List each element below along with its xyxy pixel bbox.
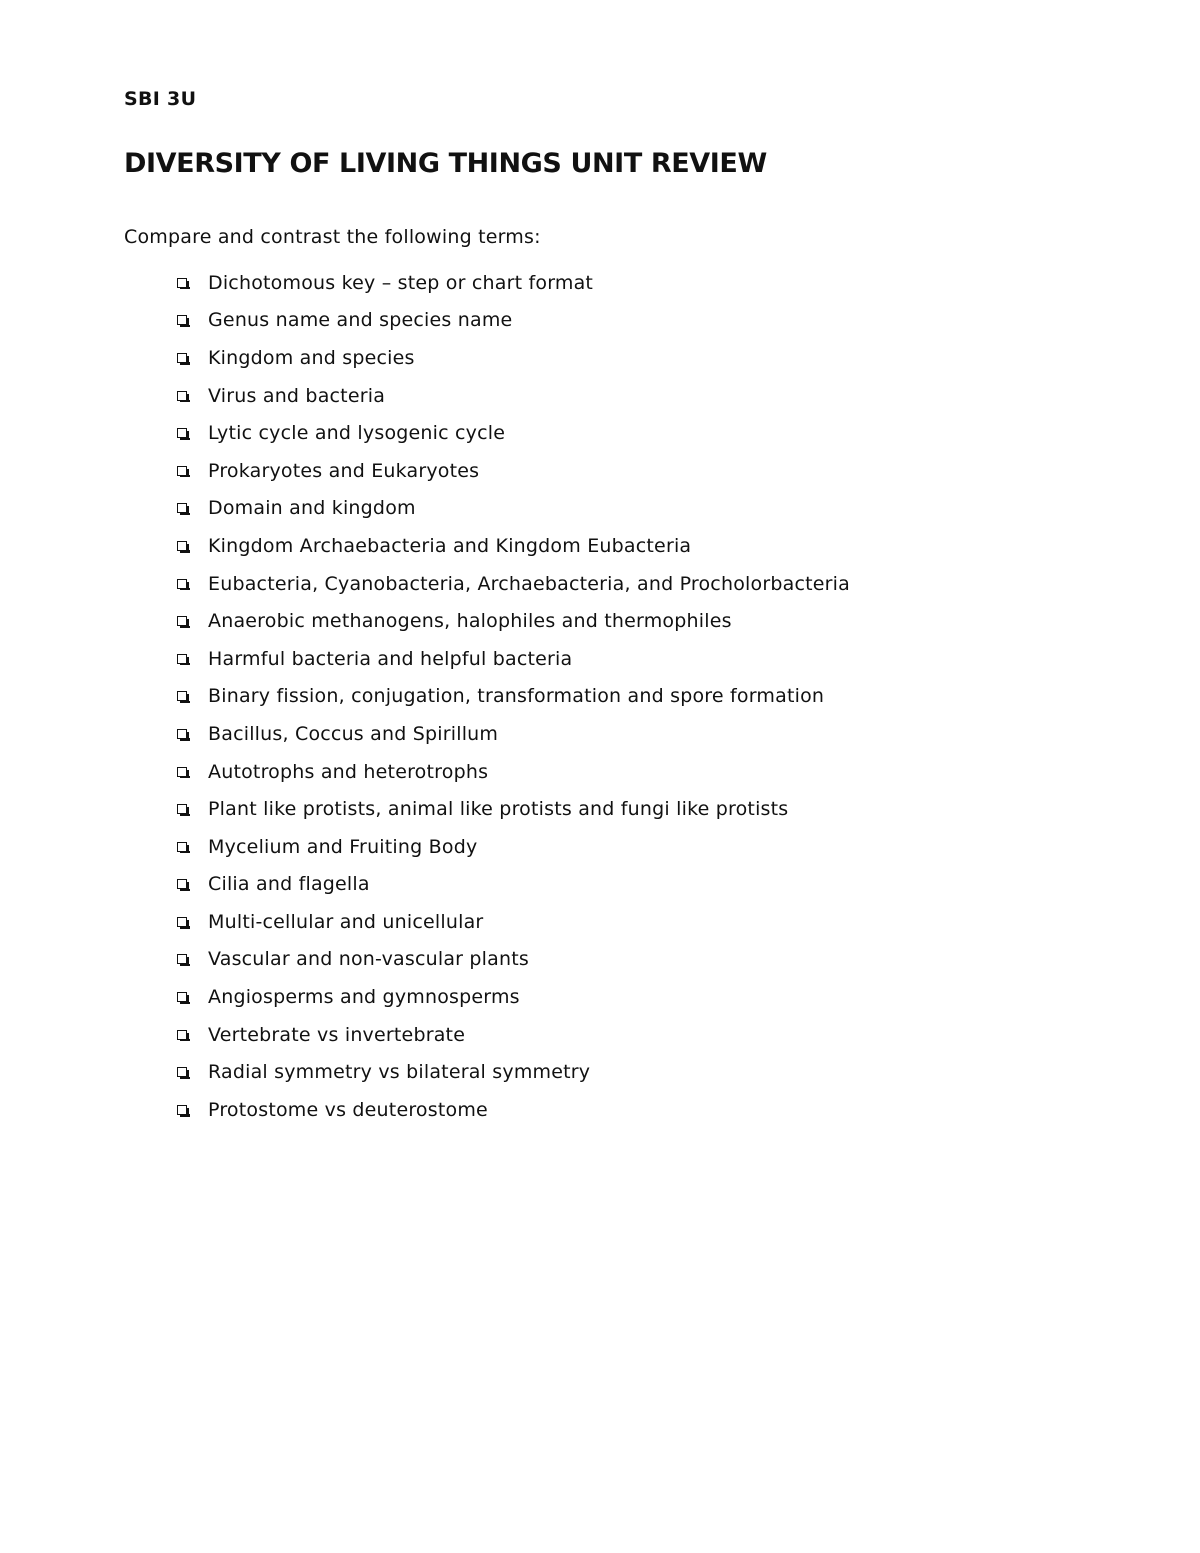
list-item	[177, 452, 850, 490]
list-item-label: Mycelium and Fruiting Body	[208, 835, 478, 858]
list-item-label: Autotrophs and heterotrophs	[208, 760, 489, 783]
intro-text: Compare and contrast the following terms:	[124, 226, 541, 248]
checkbox-icon	[177, 353, 187, 363]
list-item	[177, 302, 850, 340]
list-item-label: Genus name and species name	[208, 309, 513, 332]
list-item	[177, 377, 850, 415]
checkbox-icon	[177, 541, 187, 551]
list-item-label: Domain and kingdom	[208, 497, 416, 520]
course-code: SBI 3U	[124, 88, 197, 110]
list-item-label: Anaerobic methanogens, halophiles and thermophiles	[208, 610, 732, 633]
checkbox-icon	[177, 315, 187, 325]
list-item-label: Kingdom Archaebacteria and Kingdom Eubacteria	[208, 534, 692, 557]
list-item-label: Lytic cycle and lysogenic cycle	[208, 422, 506, 445]
list-item	[177, 903, 850, 941]
checkbox-icon	[177, 804, 187, 814]
list-item-label: Vertebrate vs invertebrate	[208, 1023, 466, 1046]
list-item	[177, 1091, 850, 1129]
list-item	[177, 490, 850, 528]
checkbox-icon	[177, 654, 187, 664]
list-item	[177, 678, 850, 716]
list-item	[177, 414, 850, 452]
list-item-label: Virus and bacteria	[208, 384, 386, 407]
checkbox-icon	[177, 616, 187, 626]
checkbox-icon	[177, 917, 187, 927]
list-item	[177, 941, 850, 979]
checkbox-icon	[177, 278, 187, 288]
list-item-label: Radial symmetry vs bilateral symmetry	[208, 1061, 591, 1084]
list-item	[177, 264, 850, 302]
list-item-label: Harmful bacteria and helpful bacteria	[208, 647, 573, 670]
list-item	[177, 565, 850, 603]
list-item-label: Eubacteria, Cyanobacteria, Archaebacteria, and Procholorbacteria	[208, 572, 850, 595]
checkbox-icon	[177, 428, 187, 438]
checkbox-icon	[177, 729, 187, 739]
list-item-label: Prokaryotes and Eukaryotes	[208, 459, 480, 482]
list-item-label: Multi-cellular and unicellular	[208, 910, 484, 933]
list-item	[177, 828, 850, 866]
list-item	[177, 753, 850, 791]
checkbox-icon	[177, 579, 187, 589]
list-item-label: Binary fission, conjugation, transformation and spore formation	[208, 685, 825, 708]
list-item	[177, 978, 850, 1016]
page-title: DIVERSITY OF LIVING THINGS UNIT REVIEW	[124, 148, 767, 179]
list-item	[177, 527, 850, 565]
list-item-label: Dichotomous key – step or chart format	[208, 271, 594, 294]
checkbox-icon	[177, 391, 187, 401]
checkbox-icon	[177, 879, 187, 889]
list-item-label: Angiosperms and gymnosperms	[208, 986, 520, 1009]
list-item-label: Protostome vs deuterostome	[208, 1098, 488, 1121]
checkbox-icon	[177, 767, 187, 777]
checkbox-icon	[177, 954, 187, 964]
checkbox-icon	[177, 1105, 187, 1115]
list-item	[177, 715, 850, 753]
list-item-label: Kingdom and species	[208, 346, 415, 369]
list-item-label: Plant like protists, animal like protists and fungi like protists	[208, 798, 789, 821]
list-item-label: Cilia and flagella	[208, 873, 370, 896]
checkbox-icon	[177, 1067, 187, 1077]
list-item-label: Vascular and non-vascular plants	[208, 948, 529, 971]
checkbox-icon	[177, 466, 187, 476]
list-item	[177, 339, 850, 377]
list-item	[177, 866, 850, 904]
checkbox-icon	[177, 842, 187, 852]
list-item	[177, 640, 850, 678]
list-item	[177, 1016, 850, 1054]
term-checklist	[177, 264, 850, 1129]
checkbox-icon	[177, 691, 187, 701]
list-item	[177, 1053, 850, 1091]
list-item-label: Bacillus, Coccus and Spirillum	[208, 722, 499, 745]
checkbox-icon	[177, 503, 187, 513]
checkbox-icon	[177, 1030, 187, 1040]
list-item	[177, 602, 850, 640]
checkbox-icon	[177, 992, 187, 1002]
list-item	[177, 790, 850, 828]
